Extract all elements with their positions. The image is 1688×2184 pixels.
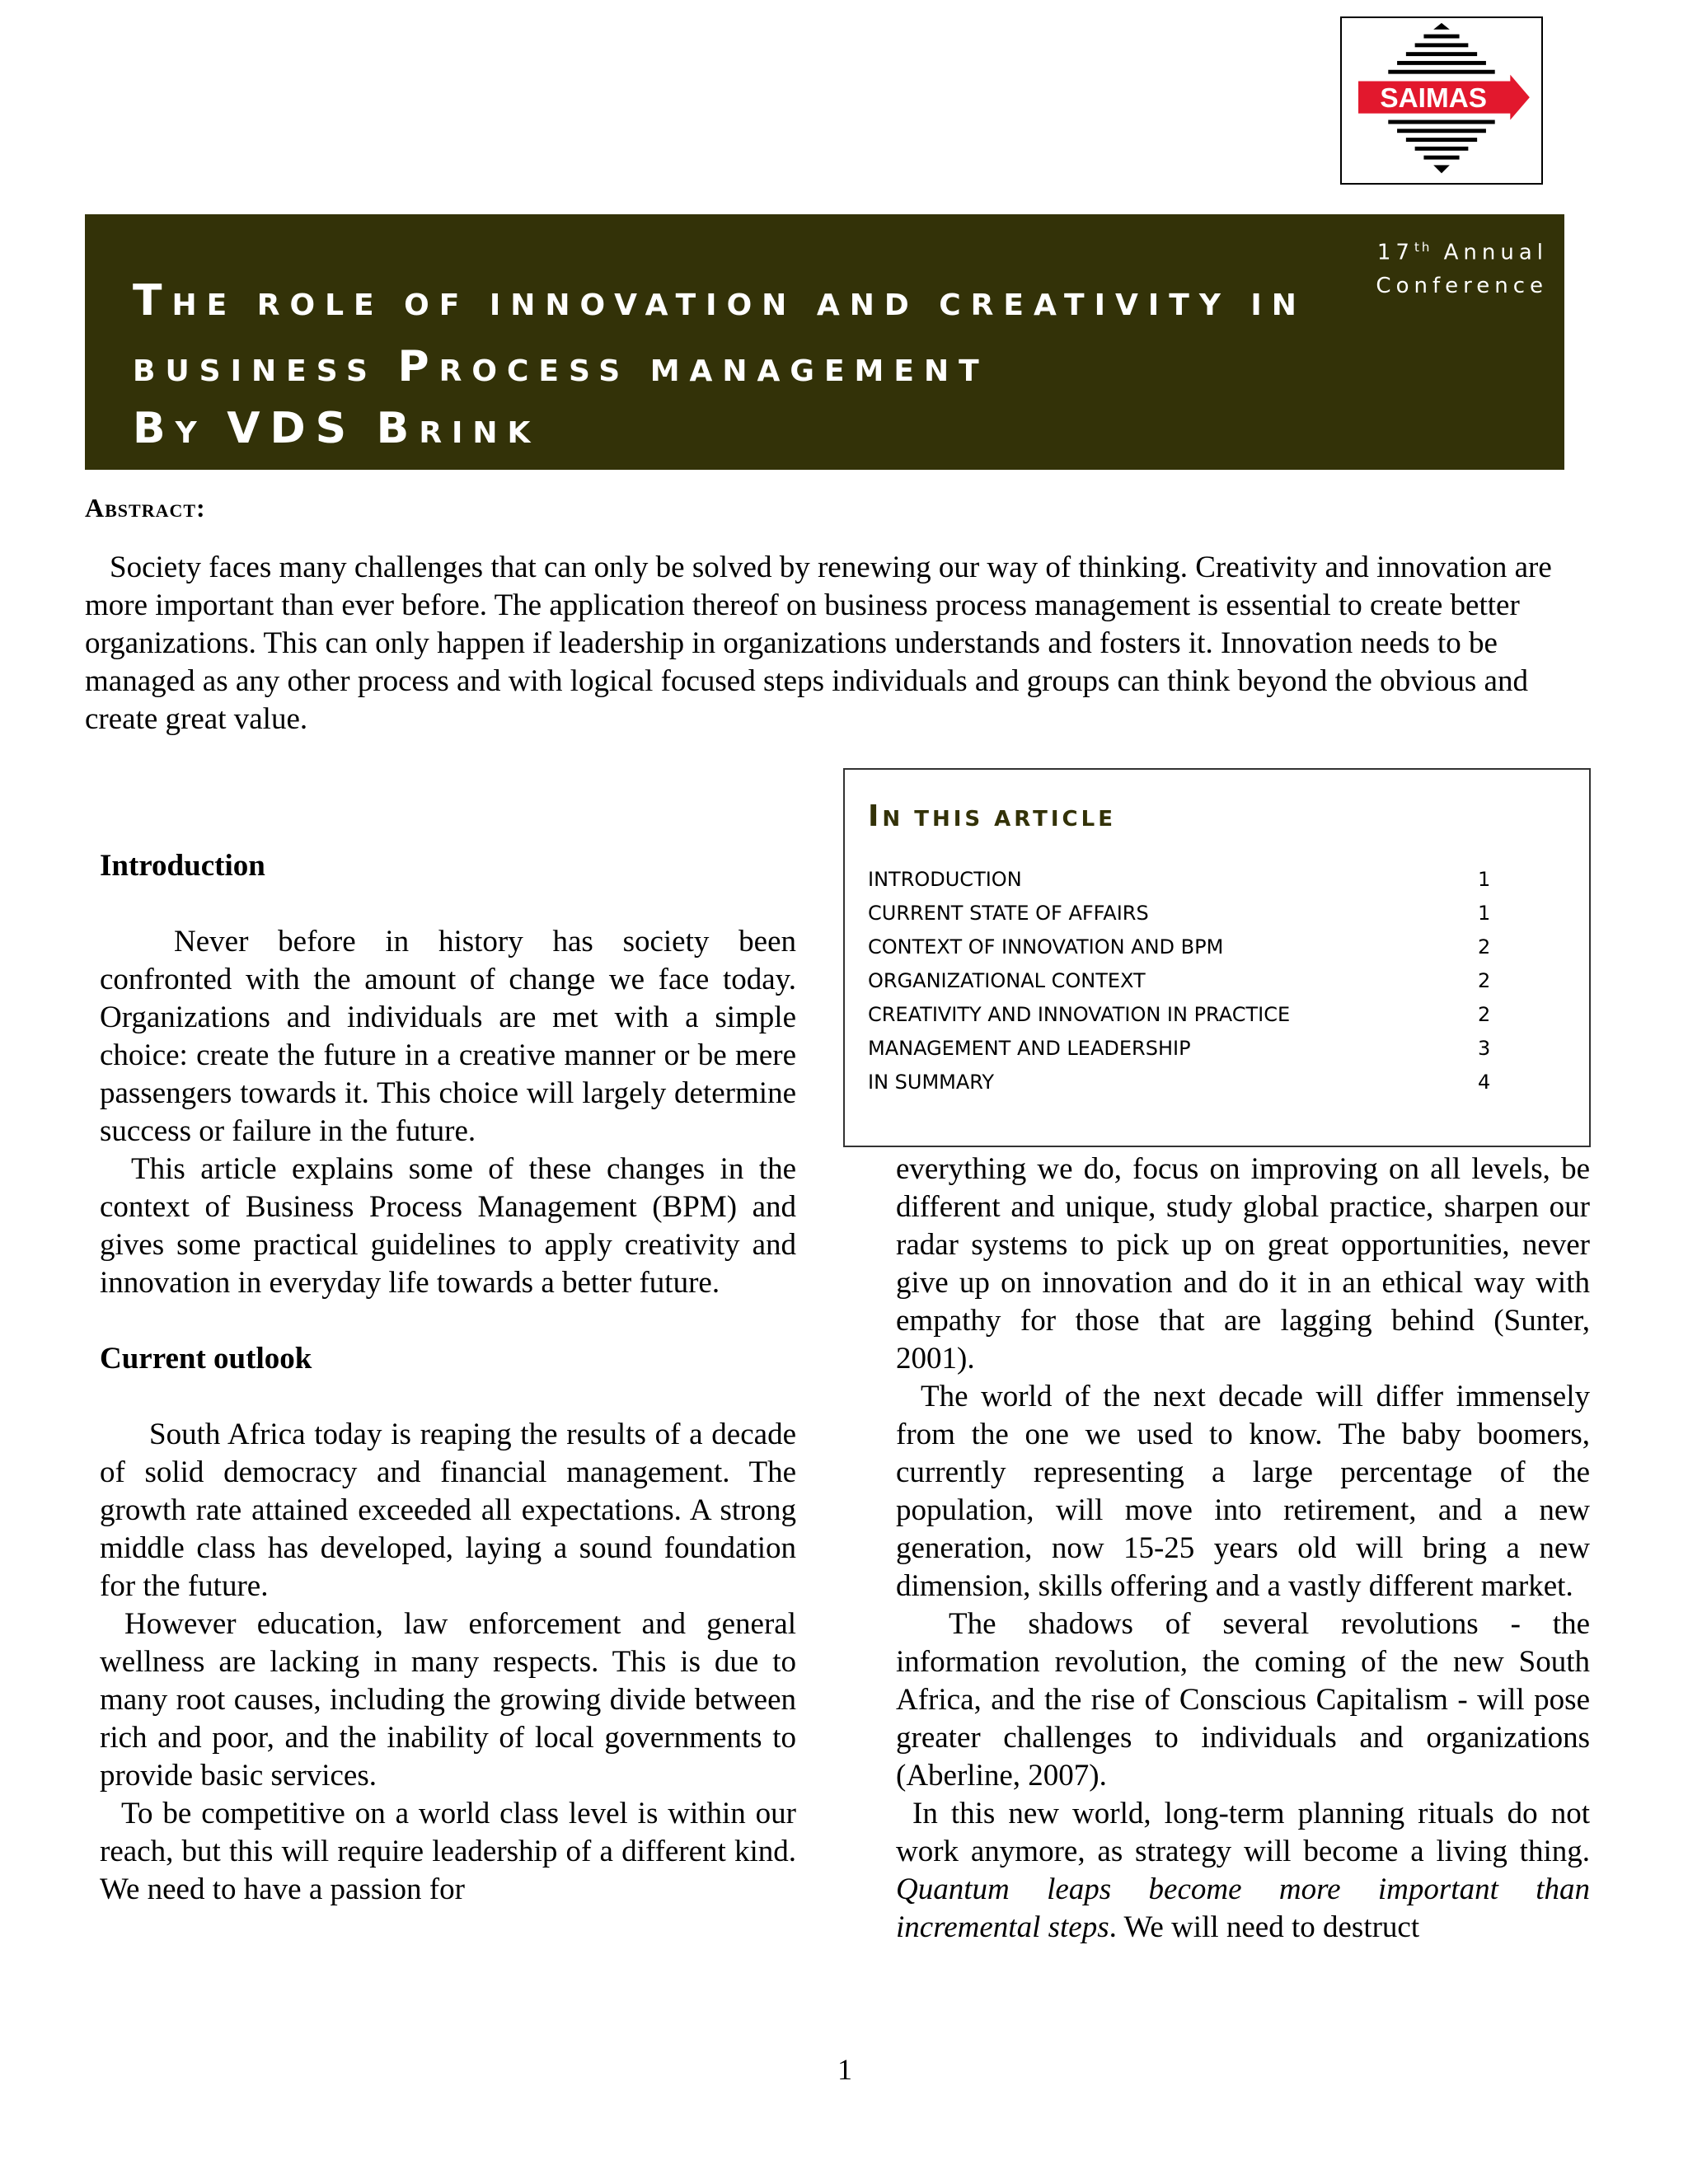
- current-outlook-heading: Current outlook: [100, 1342, 312, 1376]
- article-title: [133, 270, 1306, 460]
- page-number: 1: [837, 2053, 852, 2086]
- toc-box: [843, 768, 1591, 1147]
- title-line-2: [133, 336, 1287, 402]
- toc-item[interactable]: [868, 1034, 1494, 1068]
- abstract-heading: Abstract:: [85, 493, 206, 523]
- toc-item[interactable]: [868, 1068, 1494, 1102]
- toc-item[interactable]: [868, 865, 1494, 899]
- introduction-heading: Introduction: [100, 849, 265, 883]
- saimas-logo-graphic: [1342, 18, 1541, 183]
- toc-item-label: CURRENT STATE OF AFFAIRS: [868, 902, 1149, 925]
- toc-item-label: ORGANIZATIONAL CONTEXT: [868, 969, 1146, 992]
- abstract-body: Society faces many challenges that can only be solved by renewing our way of thinking. Creativity and innovation are more important than ever before. The application thereof on business process management is essential to create better organizations. This can only happen if leadership in organizations understands and fosters it. Innovation needs to be managed as any other process and with logical focused steps individuals and groups can think beyond the obvious and create great value.: [85, 551, 1552, 736]
- toc-item-label: IN SUMMARY: [868, 1071, 995, 1094]
- conference-suffix: th: [1414, 240, 1432, 255]
- outlook-paragraph-1-text: South Africa today is reaping the results of a decade of solid democracy and financial management. The growth rate attained exceeded all expectations. A strong middle class has developed, laying a sound foundation for the future.: [100, 1418, 796, 1603]
- author-initial: B: [133, 404, 176, 453]
- intro-paragraph-2: [100, 1151, 796, 1302]
- title-line-1: THE ROLE OF INNOVATION AND CREATIVITY IN: [133, 276, 1306, 326]
- toc-list: [868, 865, 1494, 1102]
- outlook-paragraph-3-text: To be competitive on a world class level is within our reach, but this will require leadership of a different kind. We need to have a passion for: [100, 1797, 796, 1906]
- toc-item[interactable]: [868, 933, 1494, 967]
- toc-item-page: 2: [1478, 1003, 1491, 1026]
- conference-word: Conference: [1376, 273, 1548, 298]
- right-paragraph-4-start: In this new world, long-term planning rituals do not work anymore, as strategy will become a living thing.: [896, 1797, 1590, 1868]
- conference-label: [1376, 231, 1548, 302]
- toc-item[interactable]: [868, 967, 1494, 1001]
- conference-number: 17: [1376, 240, 1414, 265]
- toc-title: IN THIS ARTICLE: [868, 799, 1116, 833]
- author-text: Y: [175, 416, 207, 450]
- abstract-text: [85, 549, 1593, 738]
- title-banner: [85, 214, 1564, 470]
- toc-item-page: 2: [1478, 969, 1491, 992]
- author-text: RINK: [419, 416, 541, 450]
- toc-item-label: MANAGEMENT AND LEADERSHIP: [868, 1037, 1191, 1060]
- outlook-paragraph-2: [100, 1605, 796, 1795]
- toc-item[interactable]: [868, 899, 1494, 933]
- right-paragraph-4: [896, 1795, 1590, 1947]
- logo-text: SAIMAS: [1380, 82, 1488, 114]
- right-paragraph-4-italic: Quantum leaps become more important than incremental steps: [896, 1872, 1590, 1944]
- toc-item-page: 1: [1478, 902, 1491, 925]
- outlook-paragraph-1: [100, 1416, 796, 1605]
- toc-item-page: 4: [1478, 1071, 1491, 1094]
- toc-item-label: CONTEXT OF INNOVATION AND BPM: [868, 935, 1224, 958]
- right-paragraph-2: [896, 1378, 1590, 1605]
- right-paragraph-2-text: The world of the next decade will differ immensely from the one we used to know. The baby boomers, currently representing a large percentage of the population, will move into retirement, and a new generation, now 15-25 years old will bring a new dimension, skills offering and a vastly different market.: [896, 1380, 1590, 1603]
- outlook-paragraph-2-text: However education, law enforcement and general wellness are lacking in many respects. This is due to many root causes, including the growing divide between rich and poor, and the inability of local governments to provide basic services.: [100, 1607, 796, 1793]
- author-line: [133, 402, 1287, 460]
- left-column: [100, 847, 796, 1909]
- right-paragraph-1: everything we do, focus on improving on all levels, be different and unique, study global practice, sharpen our radar systems to pick up on great opportunities, never give up on innovation and do it in an ethical way with empathy for those that are lagging behind (Sunter, 2001).: [896, 1152, 1590, 1376]
- conference-annual: Annual: [1443, 240, 1548, 265]
- toc-item-label: CREATIVITY AND INNOVATION IN PRACTICE: [868, 1003, 1291, 1026]
- intro-paragraph-1-text: Never before in history has society been confronted with the amount of change we face today. Organizations and individuals are met with a simple choice: create the future in a creative manner or be mere passengers towards it. This choice will largely determine success or failure in the future.: [100, 925, 796, 1148]
- toc-item[interactable]: [868, 1001, 1494, 1034]
- right-paragraph-4-end: . We will need to destruct: [1109, 1910, 1420, 1944]
- right-paragraph-3: [896, 1605, 1590, 1795]
- title-line-1-text: HE ROLE OF INNOVATION AND CREATIVITY IN: [171, 288, 1306, 322]
- title-line-2-text: BUSINESS PROCESS MANAGEMENT: [133, 342, 989, 391]
- intro-paragraph-2-text: This article explains some of these changes in the context of Business Process Management (BPM) and gives some practical guidelines to apply creativity and innovation in everyday life towards a better future.: [100, 1152, 796, 1300]
- intro-paragraph-1: [100, 923, 796, 1151]
- toc-item-label: INTRODUCTION: [868, 868, 1022, 891]
- right-paragraph-3-text: The shadows of several revolutions - the information revolution, the coming of the new South Africa, and the rise of Conscious Capitalism - will pose greater challenges to individuals and organizations (Aberline, 2007).: [896, 1607, 1590, 1793]
- right-column: [896, 1151, 1590, 1947]
- outlook-paragraph-3: [100, 1795, 796, 1909]
- toc-item-page: 2: [1478, 935, 1491, 958]
- author-initial: VDS: [227, 404, 357, 453]
- toc-item-page: 3: [1478, 1037, 1491, 1060]
- author-initial: B: [376, 404, 420, 453]
- toc-item-page: 1: [1478, 868, 1491, 891]
- saimas-logo: [1340, 16, 1543, 185]
